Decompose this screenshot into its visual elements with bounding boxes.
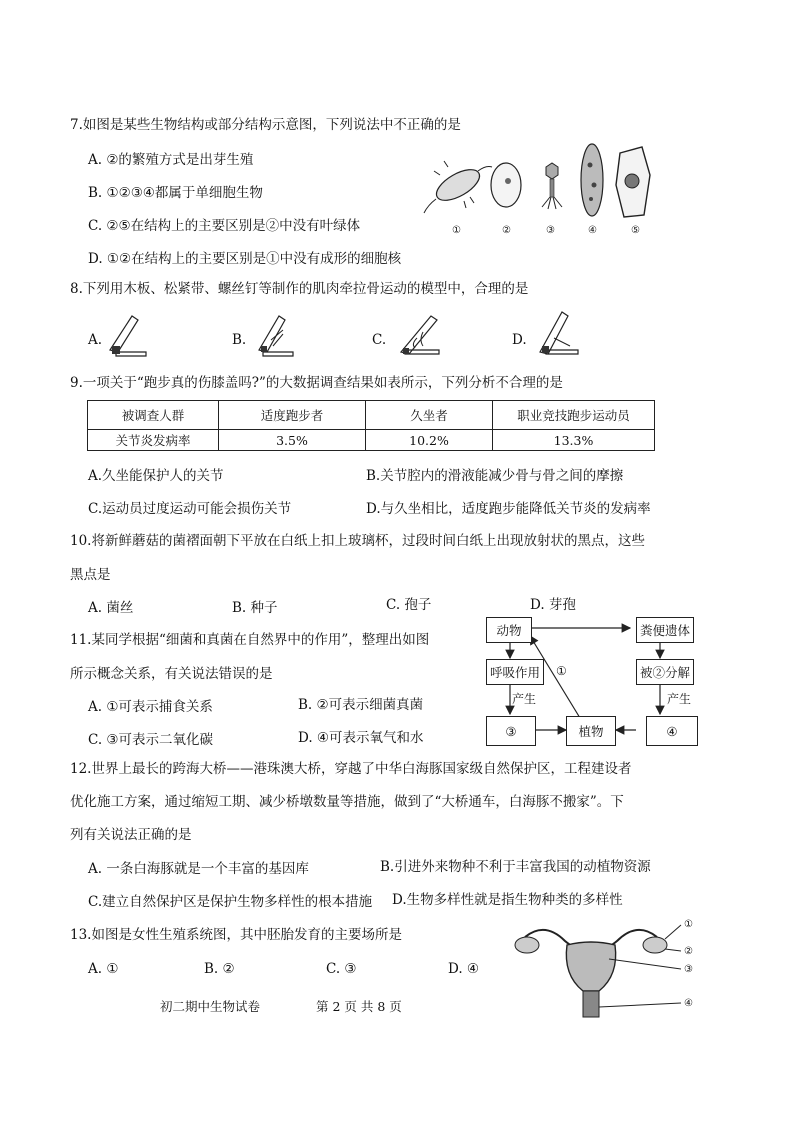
q8-option-b: B. <box>232 332 247 348</box>
q7-option-a: A. ②的繁殖方式是出芽生殖 <box>88 152 254 168</box>
q12-stem-line1: 12.世界上最长的跨海大桥——港珠澳大桥，穿越了中华白海豚国家级自然保护区，工程建设者 <box>70 761 632 777</box>
q13-reproductive-figure <box>505 915 690 1020</box>
q11-node-plant: 植物 <box>566 716 616 746</box>
q8-option-c: C. <box>372 332 387 348</box>
bacterium-figure <box>424 161 492 213</box>
q13-label-1: ① <box>684 919 693 930</box>
q11-option-a: A. ①可表示捕食关系 <box>88 699 213 715</box>
q10-option-c: C. 孢子 <box>386 597 432 613</box>
q13-label-4: ④ <box>684 998 693 1009</box>
q13-label-3: ③ <box>684 964 693 975</box>
q9-survey-table <box>87 400 655 451</box>
q13-option-d: D. ④ <box>448 961 480 977</box>
q7-label-5: ⑤ <box>631 225 640 236</box>
q10-stem-line1: 10.将新鲜蘑菇的菌褶面朝下平放在白纸上扣上玻璃杯，过段时间白纸上出现放射状的黑点，这些 <box>70 533 645 549</box>
q8-option-d: D. <box>512 332 527 348</box>
q13-label-2: ② <box>684 946 693 957</box>
q11-node-feces: 粪便遗体 <box>636 617 694 643</box>
q12-option-b: B.引进外来物种不利于丰富我国的动植物资源 <box>380 859 651 875</box>
q13-option-a: A. ① <box>88 961 119 977</box>
q11-node-respiration: 呼吸作用 <box>486 659 544 685</box>
q7-organisms-figure <box>418 135 668 235</box>
q9-option-a: A.久坐能保护人的关节 <box>88 468 224 484</box>
virus-figure <box>542 163 562 209</box>
q9-header-athlete: 职业竞技跑步运动员 <box>493 401 655 430</box>
q11-label-produce-left: 产生 <box>512 692 537 706</box>
q9-value-sedentary: 10.2% <box>366 430 493 451</box>
q11-label-1: ① <box>556 664 567 678</box>
q9-value-moderate: 3.5% <box>219 430 366 451</box>
q11-stem-line2: 所示概念关系，有关说法错误的是 <box>70 666 273 682</box>
paramecium-figure <box>581 144 603 216</box>
q12-option-a: A. 一条白海豚就是一个丰富的基因库 <box>88 861 309 877</box>
q12-stem-line2: 优化施工方案，通过缩短工期、减少桥墩数量等措施，做到了“大桥通车，白海豚不搬家”。下 <box>70 794 624 810</box>
q11-option-c: C. ③可表示二氧化碳 <box>88 732 214 748</box>
q10-option-a: A. 菌丝 <box>88 600 134 616</box>
footer-title: 初二期中生物试卷 <box>160 999 261 1014</box>
q8-stem: 8.下列用木板、松紧带、螺丝钉等制作的肌肉牵拉骨运动的模型中，合理的是 <box>70 281 529 297</box>
q11-stem-line1: 11.某同学根据“细菌和真菌在自然界中的作用”，整理出如图 <box>70 632 430 648</box>
q13-option-b: B. ② <box>204 961 235 977</box>
q7-label-1: ① <box>452 225 461 236</box>
q9-stem: 9.一项关于“跑步真的伤膝盖吗?”的大数据调查结果如表所示，下列分析不合理的是 <box>70 375 563 391</box>
q10-option-b: B. 种子 <box>232 600 278 616</box>
q7-option-b: B. ①②③④都属于单细胞生物 <box>88 185 263 201</box>
q9-row-label: 关节炎发病率 <box>88 430 219 451</box>
q9-header-moderate: 适度跑步者 <box>219 401 366 430</box>
yeast-figure <box>491 163 521 207</box>
q9-header-sedentary: 久坐者 <box>366 401 493 430</box>
q10-option-d: D. 芽孢 <box>530 597 576 613</box>
q11-node-animal: 动物 <box>486 617 532 643</box>
q10-stem-line2: 黑点是 <box>70 567 111 583</box>
q7-label-3: ③ <box>546 225 555 236</box>
q7-option-d: D. ①②在结构上的主要区别是①中没有成形的细胞核 <box>88 251 402 267</box>
q7-option-c: C. ②⑤在结构上的主要区别是②中没有叶绿体 <box>88 218 361 234</box>
q11-node-4: ④ <box>646 716 698 746</box>
q8-model-d <box>534 308 582 358</box>
q12-option-d: D.生物多样性就是指生物种类的多样性 <box>392 892 623 908</box>
q7-stem: 7.如图是某些生物结构或部分结构示意图，下列说法中不正确的是 <box>70 117 461 133</box>
q11-node-3: ③ <box>486 716 536 746</box>
q9-header-group: 被调查人群 <box>88 401 219 430</box>
q11-node-decompose: 被②分解 <box>636 659 694 685</box>
q13-option-c: C. ③ <box>326 961 357 977</box>
q11-label-produce-right: 产生 <box>667 692 692 706</box>
q9-option-b: B.关节腔内的滑液能减少骨与骨之间的摩擦 <box>366 468 624 484</box>
q7-label-4: ④ <box>588 225 597 236</box>
footer-page: 第 2 页 共 8 页 <box>316 999 402 1014</box>
q8-model-c <box>395 312 445 358</box>
plant-cell-figure <box>616 147 650 217</box>
q9-value-athlete: 13.3% <box>493 430 655 451</box>
q8-model-a <box>106 312 150 358</box>
q11-option-d: D. ④可表示氧气和水 <box>298 730 424 746</box>
q12-option-c: C.建立自然保护区是保护生物多样性的根本措施 <box>88 894 373 910</box>
q12-stem-line3: 列有关说法正确的是 <box>70 827 192 843</box>
q8-model-b <box>253 312 297 358</box>
q9-option-c: C.运动员过度运动可能会损伤关节 <box>88 501 292 517</box>
q9-option-d: D.与久坐相比，适度跑步能降低关节炎的发病率 <box>366 501 651 517</box>
q8-option-a: A. <box>88 332 103 348</box>
q7-label-2: ② <box>502 225 511 236</box>
q11-option-b: B. ②可表示细菌真菌 <box>298 697 424 713</box>
q13-stem: 13.如图是女性生殖系统图，其中胚胎发育的主要场所是 <box>70 927 402 943</box>
